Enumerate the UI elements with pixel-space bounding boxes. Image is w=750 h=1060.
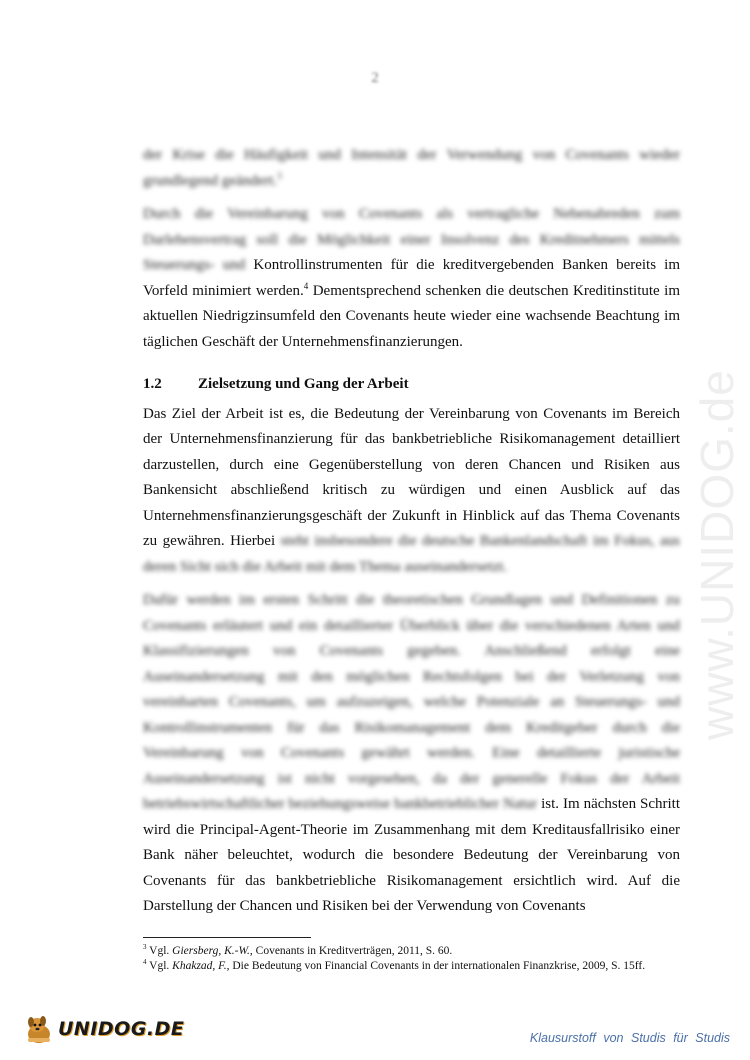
page-number: 2 [371,70,379,86]
footnote-ref: 4 [303,280,309,291]
paragraph-structure: Dafür werden im ersten Schritt die theoretischen Grundlagen und Definitionen zu Covenants erläutert und ein detaillierter Überblick über die verschiedenen Arten und Klassifizierungen von Covenants gegeben. Anschließend erfolgt eine Auseinandersetzung mit den möglichen Rechtsfolgen bei der Verletzung von vereinbarten Covenants, um aufzuzeigen, welche Potenziale an Steuerungs- und Kontrollinstrumenten für das Risikomanagement dem Kreditgeber durch die Vereinbarung von Covenants gewährt werden. Eine detaillierte juristische Auseinandersetzung ist nicht vorgesehen, da der generelle Fokus der Arbeit betriebswirtschaftlicher beziehungsweise bankbetrieblicher Natur ist. Im nächsten Schritt wird die Principal-Agent-Theorie im Zusammenhang mit dem Kreditausfallrisiko einer Bank näher beleuchtet, wodurch die besondere Bedeutung der Vereinbarung von Covenants für das bankbetriebliche Risikomanagement ersichtlich wird. Auf die Darstellung der Chancen und Risiken bei der Verwendung von Covenants [143,592,681,914]
footnotes [143,944,680,974]
paragraph-covenants-intro: Durch die Vereinbarung von Covenants als vertragliche Nebenabreden zum Darlehensvertrag soll die Möglichkeit einer Insolvenz des Kreditnehmers mittels Steuerungs- und Kontrollinstrumenten für die kreditvergebenden Banken bereits im Vorfeld minimiert werden.$^4$ Dementsprechend schenken die deutschen Kreditinstitute im aktuellen Niedrigzinsumfeld den Covenants heute wieder eine wachsende Beachtung im täglichen Geschäft der Unternehmensfinanzierungen. [143,206,681,350]
paragraph-blurred-1: der Krise die Häufigkeit und Intensität der Verwendung von Covenants wieder grundlegend geändert.$^3$ [143,147,680,189]
paragraph-blurred-2: Durch die Vereinbarung von Covenants als vertragliche Nebenabreden zum Darlehensvertrag soll die Möglichkeit einer Insolvenz des Kreditnehmers mittels Steuerungs- und [143,206,680,273]
watermark: www.UNIDOG.de [691,369,743,740]
unidog-logo[interactable] [22,1012,184,1046]
footnote: $^4$ Vgl. Khakzad, F., Die Bedeutung von Financial Covenants in der internationalen Finanzkrise, 2009, S. 15ff. [143,958,646,972]
tagline: Klausurstoff von Studis für Studis [529,1031,730,1045]
logo-text: UNIDOG.DE [58,1018,185,1040]
section-title: Zielsetzung und Gang der Arbeit [198,376,409,392]
paragraph-blurred-3: steht insbesondere die deutsche Bankenlandschaft im Fokus, aus deren Sicht sich die Arbeit mit dem Thema auseinandersetzt. [143,533,681,575]
paragraph-objective: Das Ziel der Arbeit ist es, die Bedeutung der Vereinbarung von Covenants im Bereich der Unternehmensfinanzierung für das bankbetriebliche Risikomanagement detailliert darzustellen, durch eine Gegenüberstellung von deren Chancen und Risiken aus Bankensicht abschließend kritisch zu würdigen und einen Ausblick auf das Unternehmensfinanzierungsgeschäft der Zukunft in Hinblick auf das Thema Covenants zu gewähren. Hierbei steht insbesondere die deutsche Bankenlandschaft im Fokus, aus deren Sicht sich die Arbeit mit dem Thema auseinandersetzt. [143,405,681,575]
footnote: $^3$ Vgl. Giersberg, K.-W., Covenants in Kreditverträgen, 2011, S. 60. [143,943,453,957]
document-body [143,143,680,920]
dog-icon [22,1012,56,1046]
paragraph-blurred-4: Dafür werden im ersten Schritt die theoretischen Grundlagen und Definitionen zu Covenants erläutert und ein detaillierter Überblick über die verschiedenen Arten und Klassifizierungen von Covenants gegeben. Anschließend erfolgt eine Auseinandersetzung mit den möglichen Rechtsfolgen bei der Verletzung von vereinbarten Covenants, um aufzuzeigen, welche Potenziale an Steuerungs- und Kontrollinstrumenten für das Risikomanagement dem Kreditgeber durch die Vereinbarung von Covenants gewährt werden. Eine detaillierte juristische Auseinandersetzung ist nicht vorgesehen, da der generelle Fokus der Arbeit betriebswirtschaftlicher beziehungsweise bankbetrieblicher Natur [143,592,680,812]
section-number: 1.2 [143,376,162,392]
paragraph-text: Kontrollinstrumenten für die kreditvergebenden Banken bereits im Vorfeld minimiert [143,257,681,299]
footnote-divider [143,937,311,938]
section-heading [143,372,680,398]
